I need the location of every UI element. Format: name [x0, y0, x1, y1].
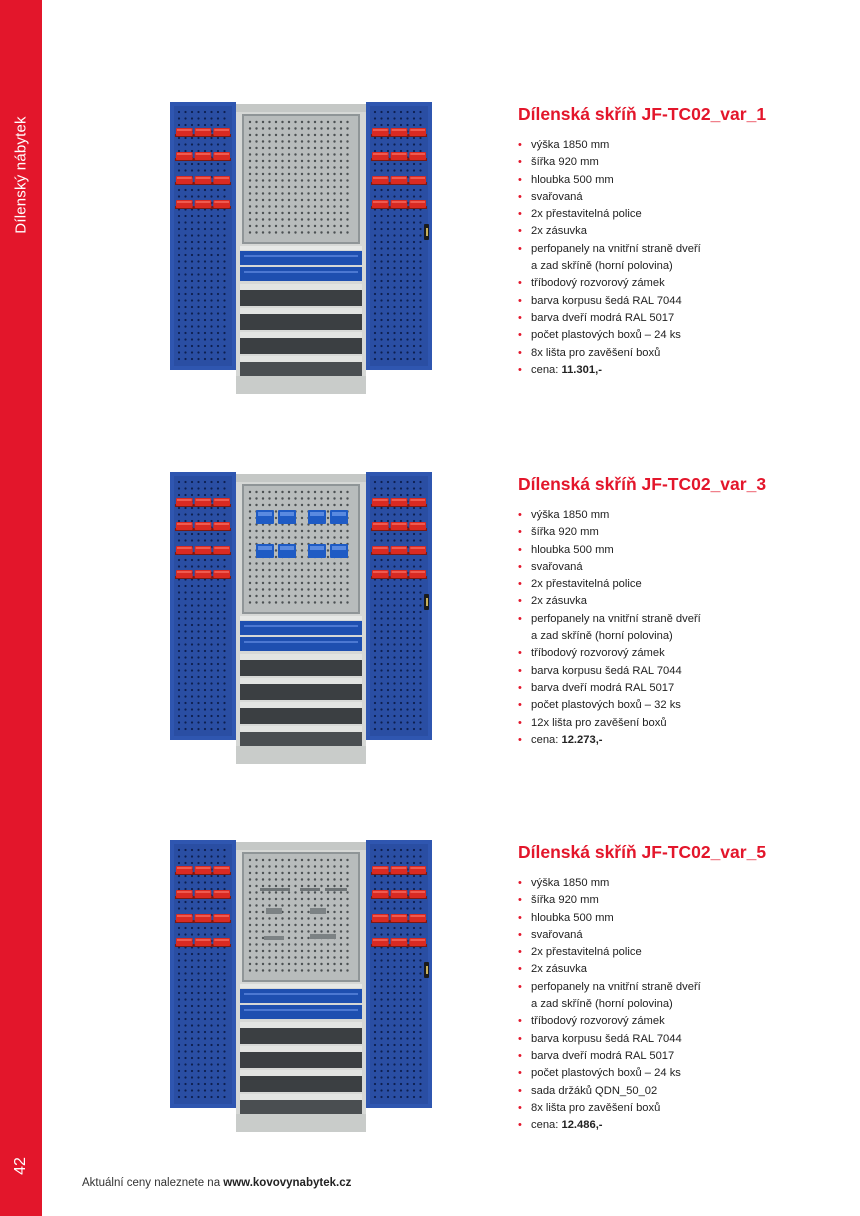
spec-item: • perfopanely na vnitřní straně dveří: [518, 241, 838, 258]
spec-list: [518, 137, 838, 379]
spec-item: • svařovaná: [518, 927, 838, 944]
spec-item: • barva dveří modrá RAL 5017: [518, 680, 838, 697]
spec-item: • perfopanely na vnitřní straně dveří: [518, 611, 838, 628]
product-photo: [160, 100, 442, 400]
footer-link[interactable]: www.kovovynabytek.cz: [223, 1177, 352, 1189]
spec-item: • hloubka 500 mm: [518, 910, 838, 927]
product-info: [518, 473, 838, 749]
spec-item: • 2x zásuvka: [518, 223, 838, 240]
spec-item-continuation: a zad skříně (horní polovina): [531, 998, 673, 1011]
spec-item: • barva korpusu šedá RAL 7044: [518, 663, 838, 680]
spec-item: • barva korpusu šedá RAL 7044: [518, 1031, 838, 1048]
cabinet-illustration: [160, 470, 442, 770]
spec-item: • počet plastových boxů – 24 ks: [518, 1065, 838, 1082]
spec-item: • 2x zásuvka: [518, 961, 838, 978]
spec-item: • šířka 920 mm: [518, 892, 838, 909]
spec-item: • počet plastových boxů – 32 ks: [518, 697, 838, 714]
spec-item: • svařovaná: [518, 559, 838, 576]
product-photo: [160, 470, 442, 770]
spec-item: • výška 1850 mm: [518, 137, 838, 154]
spec-item: • výška 1850 mm: [518, 875, 838, 892]
page-number: 42: [12, 1157, 29, 1175]
price-label: cena:: [531, 1119, 562, 1132]
spec-item-continuation: a zad skříně (horní polovina): [531, 630, 673, 643]
spec-item: • tříbodový rozvorový zámek: [518, 275, 838, 292]
spec-item: • svařovaná: [518, 189, 838, 206]
cabinet-illustration: [160, 100, 442, 400]
footer-note: [82, 1177, 351, 1189]
spec-item: • šířka 920 mm: [518, 524, 838, 541]
spec-item: • 2x přestavitelná police: [518, 206, 838, 223]
product-info: [518, 841, 838, 1134]
spec-item: • počet plastových boxů – 24 ks: [518, 327, 838, 344]
spec-item: • hloubka 500 mm: [518, 172, 838, 189]
cabinet-illustration: [160, 838, 442, 1138]
spec-list: [518, 507, 838, 749]
product-title: Dílenská skříň JF-TC02_var_3: [518, 474, 767, 494]
spec-item: • 2x přestavitelná police: [518, 944, 838, 961]
spec-item: • perfopanely na vnitřní straně dveří: [518, 979, 838, 996]
price-value: 11.301,-: [561, 363, 602, 376]
price-label: cena:: [531, 733, 562, 746]
section-label: Dílenský nábytek: [12, 116, 30, 234]
spec-item: • tříbodový rozvorový zámek: [518, 645, 838, 662]
spec-item: • hloubka 500 mm: [518, 542, 838, 559]
spec-item: • 8x lišta pro zavěšení boxů: [518, 1100, 838, 1117]
spec-item: • sada držáků QDN_50_02: [518, 1083, 838, 1100]
spec-item: • výška 1850 mm: [518, 507, 838, 524]
spec-item: • barva dveří modrá RAL 5017: [518, 310, 838, 327]
spec-list: [518, 875, 838, 1134]
product-info: [518, 103, 838, 379]
product-title: Dílenská skříň JF-TC02_var_1: [518, 104, 767, 124]
product-photo: [160, 838, 442, 1138]
spec-item: • 12x lišta pro zavěšení boxů: [518, 715, 838, 732]
spec-item-continuation: a zad skříně (horní polovina): [531, 260, 673, 273]
spec-item: • barva korpusu šedá RAL 7044: [518, 293, 838, 310]
spec-item: • 8x lišta pro zavěšení boxů: [518, 345, 838, 362]
spec-item: • tříbodový rozvorový zámek: [518, 1013, 838, 1030]
spec-item: • barva dveří modrá RAL 5017: [518, 1048, 838, 1065]
price-item: [518, 362, 838, 379]
footer-text: Aktuální ceny naleznete na: [82, 1177, 224, 1189]
product-title: Dílenská skříň JF-TC02_var_5: [518, 842, 767, 862]
price-item: [518, 732, 838, 749]
spec-item: • šířka 920 mm: [518, 154, 838, 171]
price-value: 12.273,-: [561, 733, 603, 746]
side-band: [0, 0, 42, 1216]
price-item: [518, 1117, 838, 1134]
price-label: cena:: [531, 363, 562, 376]
price-value: 12.486,-: [561, 1119, 603, 1132]
spec-item: • 2x zásuvka: [518, 593, 838, 610]
spec-item: • 2x přestavitelná police: [518, 576, 838, 593]
